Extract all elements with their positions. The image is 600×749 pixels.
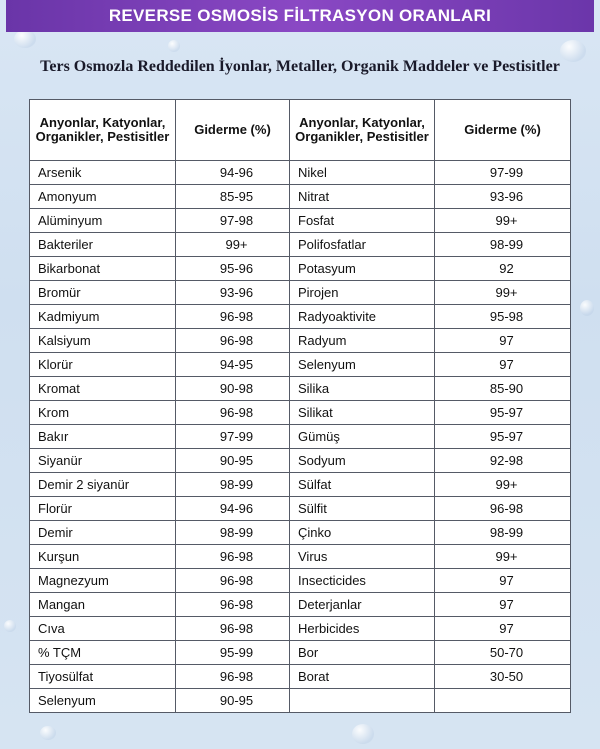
table-row [30,521,571,545]
table-row [30,353,571,377]
right-removal-cell: 99+ [435,209,571,233]
left-name-cell: Mangan [30,593,176,617]
water-drop-icon [580,300,594,316]
right-name-cell: Radyoaktivite [290,305,435,329]
right-removal-cell: 92 [435,257,571,281]
left-name-cell: Siyanür [30,449,176,473]
table-row [30,305,571,329]
right-name-cell: Bor [290,641,435,665]
right-name-cell: Radyum [290,329,435,353]
right-removal-cell [435,689,571,713]
left-removal-cell: 90-95 [176,449,290,473]
left-name-cell: Klorür [30,353,176,377]
right-name-cell: Sülfit [290,497,435,521]
left-removal-cell: 95-96 [176,257,290,281]
table-subtitle: Ters Osmozla Reddedilen İyonlar, Metaller, Organik Maddeler ve Pestisitler [40,58,560,75]
right-removal-cell: 97-99 [435,161,571,185]
right-name-cell: Insecticides [290,569,435,593]
table-row [30,425,571,449]
left-name-cell: Florür [30,497,176,521]
right-name-cell: Potasyum [290,257,435,281]
right-removal-cell: 97 [435,593,571,617]
right-removal-cell: 92-98 [435,449,571,473]
table-row [30,281,571,305]
water-drop-icon [352,724,374,744]
left-removal-cell: 96-98 [176,617,290,641]
table-row [30,545,571,569]
right-removal-cell: 99+ [435,473,571,497]
right-name-cell: Çinko [290,521,435,545]
right-removal-cell: 99+ [435,281,571,305]
left-name-cell: Kadmiyum [30,305,176,329]
header-left-name: Anyonlar, Katyonlar, Organikler, Pestisitler [30,100,176,161]
header-right-removal: Giderme (%) [435,100,571,161]
left-removal-cell: 97-98 [176,209,290,233]
right-removal-cell: 97 [435,329,571,353]
right-removal-cell: 95-97 [435,425,571,449]
water-drop-icon [168,40,180,52]
left-removal-cell: 93-96 [176,281,290,305]
left-name-cell: Bikarbonat [30,257,176,281]
left-removal-cell: 96-98 [176,401,290,425]
left-removal-cell: 97-99 [176,425,290,449]
left-name-cell: Magnezyum [30,569,176,593]
right-name-cell: Fosfat [290,209,435,233]
left-removal-cell: 96-98 [176,569,290,593]
right-name-cell: Silikat [290,401,435,425]
table-row [30,401,571,425]
table-row [30,161,571,185]
header-left-removal: Giderme (%) [176,100,290,161]
left-removal-cell: 90-95 [176,689,290,713]
left-name-cell: Amonyum [30,185,176,209]
left-removal-cell: 98-99 [176,521,290,545]
table-row [30,617,571,641]
left-removal-cell: 96-98 [176,305,290,329]
table-row [30,641,571,665]
left-name-cell: Cıva [30,617,176,641]
left-name-cell: Krom [30,401,176,425]
left-name-cell: Bakteriler [30,233,176,257]
left-name-cell: Demir 2 siyanür [30,473,176,497]
left-name-cell: Demir [30,521,176,545]
page-title: REVERSE OSMOSİS FİLTRASYON ORANLARI [6,0,594,32]
table-row [30,257,571,281]
left-name-cell: Alüminyum [30,209,176,233]
right-name-cell: Virus [290,545,435,569]
table-row [30,473,571,497]
left-removal-cell: 85-95 [176,185,290,209]
left-name-cell: Bakır [30,425,176,449]
right-removal-cell: 98-99 [435,233,571,257]
left-removal-cell: 90-98 [176,377,290,401]
left-removal-cell: 96-98 [176,665,290,689]
right-name-cell: Silika [290,377,435,401]
right-removal-cell: 97 [435,617,571,641]
left-name-cell: % TÇM [30,641,176,665]
left-name-cell: Kromat [30,377,176,401]
left-name-cell: Bromür [30,281,176,305]
table-header-row [30,100,571,161]
right-removal-cell: 30-50 [435,665,571,689]
right-removal-cell: 50-70 [435,641,571,665]
table-row [30,185,571,209]
table-row [30,569,571,593]
right-name-cell: Pirojen [290,281,435,305]
right-name-cell: Selenyum [290,353,435,377]
left-name-cell: Kurşun [30,545,176,569]
left-removal-cell: 94-96 [176,497,290,521]
right-name-cell: Sülfat [290,473,435,497]
right-name-cell: Nikel [290,161,435,185]
right-name-cell: Polifosfatlar [290,233,435,257]
water-drop-icon [14,30,36,48]
left-removal-cell: 95-99 [176,641,290,665]
left-removal-cell: 96-98 [176,329,290,353]
right-name-cell: Deterjanlar [290,593,435,617]
table-row [30,497,571,521]
table-row [30,665,571,689]
right-removal-cell: 85-90 [435,377,571,401]
water-drop-icon [4,620,16,632]
left-name-cell: Selenyum [30,689,176,713]
right-removal-cell: 97 [435,569,571,593]
left-removal-cell: 94-96 [176,161,290,185]
table-row [30,209,571,233]
right-removal-cell: 98-99 [435,521,571,545]
table-row [30,329,571,353]
left-name-cell: Tiyosülfat [30,665,176,689]
table-row [30,377,571,401]
header-right-name: Anyonlar, Katyonlar, Organikler, Pestisitler [290,100,435,161]
left-removal-cell: 96-98 [176,545,290,569]
left-removal-cell: 98-99 [176,473,290,497]
right-name-cell: Nitrat [290,185,435,209]
left-name-cell: Kalsiyum [30,329,176,353]
left-removal-cell: 96-98 [176,593,290,617]
left-name-cell: Arsenik [30,161,176,185]
table-row [30,689,571,713]
table-row [30,593,571,617]
right-name-cell: Sodyum [290,449,435,473]
left-removal-cell: 94-95 [176,353,290,377]
table-row [30,449,571,473]
right-name-cell [290,689,435,713]
table-row [30,233,571,257]
right-removal-cell: 96-98 [435,497,571,521]
right-removal-cell: 93-96 [435,185,571,209]
filtration-rates-table [29,99,571,713]
right-name-cell: Herbicides [290,617,435,641]
right-name-cell: Gümüş [290,425,435,449]
right-name-cell: Borat [290,665,435,689]
water-drop-icon [40,726,56,740]
right-removal-cell: 95-97 [435,401,571,425]
right-removal-cell: 99+ [435,545,571,569]
left-removal-cell: 99+ [176,233,290,257]
right-removal-cell: 95-98 [435,305,571,329]
right-removal-cell: 97 [435,353,571,377]
